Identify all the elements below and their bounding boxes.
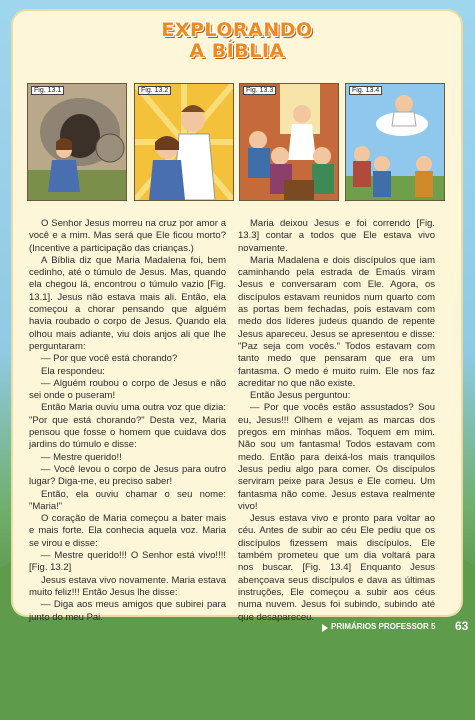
paragraph: — Você levou o corpo de Jesus para outro lugar? Diga-me, eu preciso saber! [29,463,226,488]
disciples-room-illustration [240,84,338,200]
figure-13-3 [239,83,339,201]
figure-label: Fig. 13.2 [138,86,171,95]
paragraph: Jesus estava vivo e pronto para voltar ao céu. Antes de subir ao céu Ele pediu que os discípulos fizessem mais discípulos. Ele também prometeu que um dia voltará para nos buscar. [Fig. 13.4] Enquanto Jesus abençoava seus discípulos e dava as últimas instruções, Ele começou a subir aos céus numa nuvem. Jesus foi subindo, subindo até que desapareceu. [238,513,435,623]
paragraph: — Alguém roubou o corpo de Jesus e não sei onde o puseram! [29,377,226,402]
text-column-left [29,218,226,624]
footer-label: PRIMÁRIOS PROFESSOR 5 [331,622,436,631]
paragraph: O coração de Maria começou a bater mais e mais forte. Ela conhecia aquela voz. Maria se virou e disse: [29,513,226,549]
paragraph: — Por que vocês estão assustados? Sou eu, Jesus!!! Olhem e vejam as marcas dos pregos em minhas mãos. Toquem em mim. Não sou um fantasma! Todos estavam com medo. Então para deixá-los mais tranquilos Jesus pediu algo para comer. Os discípulos serviram peixe para Jesus e Ele comeu. Um fantasma não come. Jesus estava realmente vivo! [238,402,435,512]
title-line-2: A BÍBLIA [189,40,285,62]
paragraph: — Mestre querido!!! O Senhor está vivo!!!! [Fig. 13.2] [29,550,226,574]
paragraph: Jesus estava vivo novamente. Maria estava muito feliz!!! Então Jesus lhe disse: [29,574,226,598]
figure-13-1 [27,83,127,201]
arrow-right-icon [322,624,328,632]
figure-label: Fig. 13.4 [349,86,382,95]
figure-label: Fig. 13.1 [31,86,64,95]
paragraph: Maria deixou Jesus e foi correndo [Fig. 13.3] contar a todos que Ele estava vivo novamente. [238,218,435,254]
paragraph: Então Maria ouviu uma outra voz que dizia: "Por que está chorando?" Desta vez, Maria pensou que fosse o homem que cuidava dos jardins do túmulo e disse: [29,402,226,451]
paragraph: — Por que você está chorando? [41,353,178,365]
paragraph: Então, ela ouviu chamar o seu nome: "Maria!" [29,488,226,512]
paragraph: Então Jesus perguntou: [250,390,351,402]
paragraph: A Bíblia diz que Maria Madalena foi, bem cedinho, até o túmulo de Jesus. Mas, quando ela chegou lá, encontrou o túmulo vazio [Fig. 13.1]. Jesus não estava mais ali. Então, ela começou a chorar pensando que alguém havia roubado o corpo de Jesus. Quando ela olhou mais adiante, viu dois anjos ali que lhe perguntaram: [29,254,226,352]
title-line-1: EXPLORANDO [161,19,313,41]
text-column-right [238,218,435,624]
mary-meets-jesus-illustration [135,84,233,200]
figure-label: Fig. 13.3 [243,86,276,95]
paragraph: Ela respondeu: [41,365,105,377]
paragraph: — Mestre querido!! [41,451,122,463]
figure-13-2 [134,83,234,201]
paragraph: — Diga aos meus amigos que subirei para junto do meu Pai. [29,599,226,623]
paragraph: Maria Madalena e dois discípulos que iam caminhando pela estrada de Emaús viram Jesus e conversaram com Ele. Agora, os discípulos estavam reunidos num quarto com as portas bem fechadas, pois estavam com medo dos líderes judeus quando de repente Jesus apareceu. Jesus se apresentou e disse: "Paz seja com vocês." Todos estavam com tanto medo que pensaram que era um fantasma. O medo é muito ruim. Ele nos faz acreditar no que não existe. [238,254,435,389]
ascension-illustration [346,84,444,200]
figure-strip [27,83,447,199]
page-footer [322,619,472,637]
figure-13-4 [345,83,445,201]
paragraph: O Senhor Jesus morreu na cruz por amor a você e a mim. Mas será que Ele ficou morto? (Incentive a participação das crianças.) [29,218,226,254]
page-number: 63 [455,619,469,633]
page-title [150,20,324,72]
tomb-illustration [28,84,126,200]
